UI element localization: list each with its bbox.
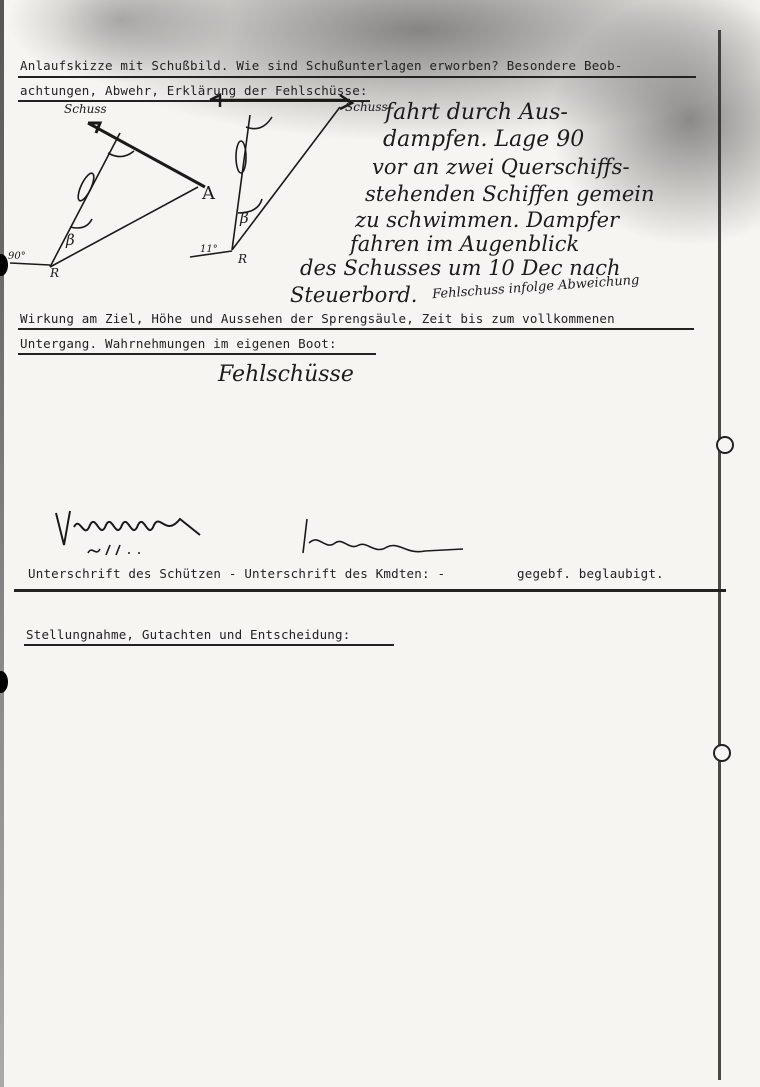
sketch-arrowhead [88, 123, 100, 133]
sketch-label-angle-right: 11° [200, 244, 218, 255]
signature-commander [295, 515, 475, 565]
punch-hole-upper [716, 436, 734, 454]
punch-hole-lower [713, 744, 731, 762]
effect-line-1-underline [18, 328, 694, 330]
remark-line-3: vor an zwei Querschiffs- [372, 155, 630, 179]
sketch-label-r-left: R [50, 266, 60, 280]
binder-mark-lower [0, 671, 8, 693]
remark-line-8: Steuerbord. [290, 283, 418, 307]
remark-line-2: dampfen. Lage 90 [383, 127, 585, 152]
sketch-base-left [10, 263, 50, 265]
section-divider [14, 589, 726, 592]
remark-line-5: zu schwimmen. Dampfer [355, 208, 620, 232]
remark-line-4: stehenden Schiffen gemein [365, 182, 655, 206]
remark-line-6: fahren im Augenblick [350, 232, 580, 256]
effect-line-2: Untergang. Wahrnehmungen im eigenen Boot: [20, 336, 337, 351]
sketch-label-beta-right: β [240, 209, 249, 227]
sketch-angle-arc-top [108, 151, 134, 157]
sketch-label-beta-left: β [66, 231, 75, 249]
signature-shooter [50, 505, 220, 565]
sketch-label-r-right: R [238, 252, 248, 266]
header-line-2: achtungen, Abwehr, Erklärung der Fehlschüsse: [20, 83, 368, 98]
sketch-arrow-heavy [88, 123, 205, 187]
opinion-heading-underline [24, 644, 394, 646]
signature-caption: Unterschrift des Schützen - Unterschrift des Kmdten: - [28, 566, 446, 581]
sketch-label-schuss-right: Schuss [345, 100, 388, 114]
remark-line-7: des Schusses um 10 Dec nach [300, 256, 621, 280]
remark-annotation: Fehlschuss infolge Abweichung [431, 272, 640, 303]
effect-line-1: Wirkung am Ziel, Höhe und Aussehen der Sprengsäule, Zeit bis zum vollkommenen [20, 311, 615, 326]
sketch-label-a: A [202, 183, 215, 204]
effect-handwritten: Fehlschüsse [218, 362, 354, 387]
header-line-1-underline [18, 76, 696, 78]
remark-line-1: fahrt durch Aus- [385, 100, 568, 125]
page-right-border [718, 30, 721, 1080]
header-line-1: Anlaufskizze mit Schußbild. Wie sind Schußunterlagen erworben? Besondere Beob- [20, 58, 623, 73]
sketch-label-schuss-left: Schuss [64, 102, 107, 116]
sketch-label-angle-left: 90° [8, 251, 26, 262]
opinion-heading: Stellungnahme, Gutachten und Entscheidung: [26, 627, 351, 642]
certified-label: gegebf. beglaubigt. [517, 566, 664, 581]
effect-line-2-underline [18, 353, 376, 355]
